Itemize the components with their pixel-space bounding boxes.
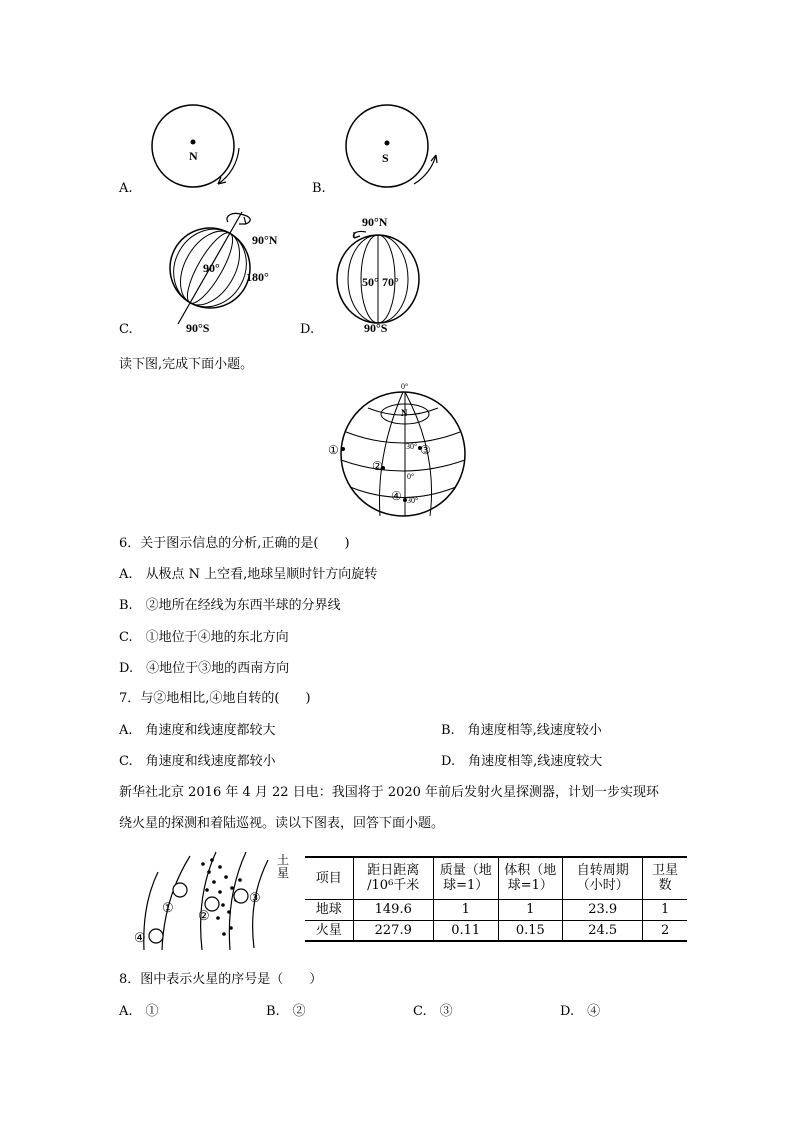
pole-s-label: S	[382, 151, 389, 165]
q7-option-d[interactable]: D. 角速度相等,线速度较大	[441, 754, 603, 769]
q7-option-c[interactable]: C. 角速度和线速度都较小	[119, 754, 276, 769]
option-d-figure	[330, 208, 440, 338]
globe-figure	[320, 380, 475, 520]
globe-top-label: 0°	[401, 382, 409, 391]
table-row	[305, 920, 687, 941]
table-cell: 地球	[305, 899, 353, 920]
q6-stem: 6．关于图示信息的分析,正确的是( )	[119, 536, 350, 551]
table-header-cell: 质量（地 球=1）	[433, 857, 498, 899]
table-header-row	[305, 857, 687, 899]
table-header-cell: 自转周期 （小时）	[563, 857, 643, 899]
q6-option-b[interactable]: B. ②地所在经线为东西半球的分界线	[119, 598, 341, 613]
table-cell: 0.11	[433, 920, 498, 941]
option-c-label[interactable]: C.	[119, 322, 133, 337]
q7-option-b[interactable]: B. 角速度相等,线速度较小	[441, 723, 602, 738]
table-header-cell: 卫星 数	[643, 857, 687, 899]
intro-text-1: 读下图,完成下面小题。	[119, 357, 254, 372]
table-cell: 23.9	[563, 899, 643, 920]
globe-lat30s-label: 30°	[407, 496, 419, 505]
q7-stem: 7．与②地相比,④地自转的( )	[119, 691, 311, 706]
q8-stem: 8．图中表示火星的序号是（ ）	[119, 972, 323, 987]
globe-lat30n-label: 30°	[406, 442, 418, 451]
q7-option-a[interactable]: A. 角速度和线速度都较大	[119, 723, 276, 738]
option-b-figure	[335, 100, 450, 195]
c-top-label: 90°N	[252, 233, 278, 247]
orbit-label-1: ①	[162, 900, 174, 915]
table-cell: 24.5	[563, 920, 643, 941]
table-cell: 149.6	[353, 899, 433, 920]
point-1: ①	[328, 443, 339, 457]
q6-option-d[interactable]: D. ④地位于③地的西南方向	[119, 661, 290, 676]
d-top-label: 90°N	[362, 215, 388, 229]
orbit-label-3: ③	[249, 890, 261, 905]
d-left-label: 50°	[362, 275, 379, 289]
d-bottom-label: 90°S	[364, 321, 388, 335]
point-2: ②	[372, 459, 383, 473]
table-cell: 1	[498, 899, 563, 920]
c-bottom-label: 90°S	[186, 321, 210, 335]
table-header-cell: 距日距离 /10⁶千米	[353, 857, 433, 899]
option-c-figure	[160, 208, 300, 338]
table-cell: 1	[643, 899, 687, 920]
c-mid-label: 90°	[203, 261, 220, 275]
table-cell: 火星	[305, 920, 353, 941]
globe-pole-label: N	[401, 408, 408, 418]
globe-eq-label: 0°	[407, 472, 415, 481]
c-right-label: 180°	[246, 270, 269, 284]
q8-option-c[interactable]: C. ③	[413, 1004, 453, 1019]
option-b-label[interactable]: B.	[312, 181, 326, 196]
option-d-label[interactable]: D.	[300, 322, 315, 337]
d-right-label: 70°	[382, 275, 399, 289]
planet-data-table	[305, 856, 687, 942]
option-a-label[interactable]: A.	[119, 181, 133, 196]
table-cell: 2	[643, 920, 687, 941]
q6-option-a[interactable]: A. 从极点 N 上空看,地球呈顺时针方向旋转	[119, 567, 378, 582]
q6-option-c[interactable]: C. ①地位于④地的东北方向	[119, 630, 289, 645]
point-3: ③	[420, 443, 431, 457]
table-cell: 227.9	[353, 920, 433, 941]
passage-line-2: 绕火星的探测和着陆巡视。读以下图表，回答下面小题。	[119, 816, 445, 831]
q8-option-d[interactable]: D. ④	[560, 1004, 601, 1019]
passage-line-1: 新华社北京 2016 年 4 月 22 日电：我国将于 2020 年前后发射火星探测器，计划一步实现环	[119, 785, 660, 800]
orbit-label-2: ②	[198, 908, 210, 923]
table-cell: 1	[433, 899, 498, 920]
table-header-cell: 体积（地 球=1）	[498, 857, 563, 899]
table-cell: 0.15	[498, 920, 563, 941]
option-a-figure	[140, 100, 250, 195]
saturn-label: 土星	[277, 853, 290, 880]
pole-n-label: N	[189, 149, 198, 163]
table-header-cell: 项目	[305, 857, 353, 899]
table-row	[305, 899, 687, 920]
q8-option-b[interactable]: B. ②	[266, 1004, 306, 1019]
point-4: ④	[391, 489, 402, 503]
q8-option-a[interactable]: A. ①	[119, 1004, 159, 1019]
orbit-label-4: ④	[134, 930, 146, 945]
